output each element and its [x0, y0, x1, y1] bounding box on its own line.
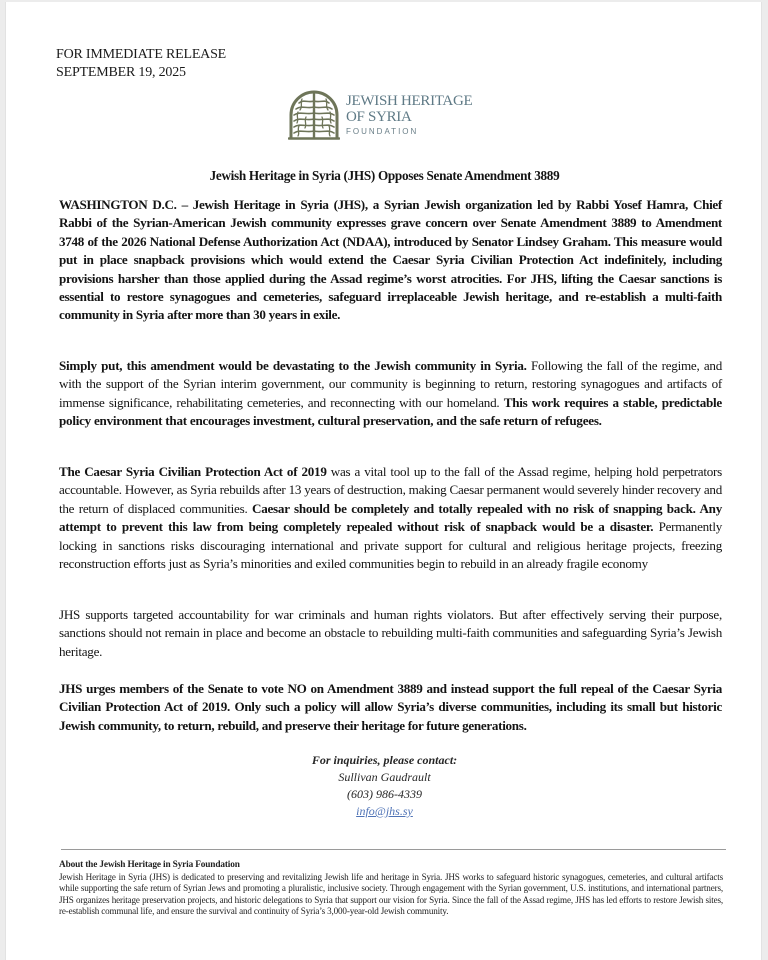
paragraph-call-to-action: JHS urges members of the Senate to vote NO on Amendment 3889 and instead support the full repeal of the Caesar Syria Civilian Protection Act of 2019. Only such a policy will allow Syria’s diverse communities, including its small but historic Jewish community, to return, rebuild, and preserve their heritage for future generations.	[59, 681, 722, 733]
contact-phone: (603) 986-4339	[347, 787, 422, 801]
press-release-title: Jewish Heritage in Syria (JHS) Opposes Senate Amendment 3889	[209, 168, 560, 183]
contact-name: Sullivan Gaudrault	[338, 770, 431, 784]
paragraph-impact-bold-lead: Simply put, this amendment would be devastating to the Jewish community in Syria.	[59, 358, 527, 373]
tree-arch-icon	[288, 89, 340, 141]
paragraph-impact-body: Following the fall of the regime, and with the support of the Syrian interim government, our community is beginning to return, restoring synagogues and artifacts of immense significance, rehabilitating cemeteries, and reconnecting with our homeland.	[59, 358, 722, 410]
paragraph-caesar-body: was a vital tool up to the fall of the Assad regime, helping hold perpetrators accountable. However, as Syria rebuilds after 13 years of destruction, making Caesar permanent would severely hinder recovery and the return of displaced communities.	[59, 464, 722, 516]
foundation-logo	[288, 86, 508, 144]
release-header	[56, 46, 226, 82]
paragraph-impact-bold-close: This work requires a stable, predictable policy environment that encourages investment, cultural preservation, and the safe return of refugees.	[59, 394, 722, 429]
paragraph-impact	[59, 357, 722, 431]
paragraph-caesar-act	[59, 463, 722, 573]
about-section	[59, 860, 723, 918]
paragraph-caesar-bold-lead: The Caesar Syria Civilian Protection Act of 2019	[59, 464, 327, 479]
contact-label: For inquiries, please contact:	[311, 753, 458, 767]
logo-line-2: OF SYRIA	[346, 109, 412, 125]
paragraph-intro: WASHINGTON D.C. – Jewish Heritage in Syria (JHS), a Syrian Jewish organization led by Rabbi Yosef Hamra, Chief Rabbi of the Syrian-American Jewish community expresses grave concern over Senate Amendment 3889 to Amendment 3748 of the 2026 National Defense Authorization Act (NDAA), introduced by Senator Lindsey Graham. This measure would put in place snapback provisions which would extend the Caesar Syria Civilian Protection Act indefinitely, including provisions harsher than those applied during the Assad regime’s worst atrocities. For JHS, lifting the Caesar sanctions is essential to restore synagogues and cemeteries, safeguard irreplaceable Jewish heritage, and re-establish a multi-faith community in Syria after more than 30 years in exile.	[59, 197, 722, 323]
section-divider	[61, 849, 726, 850]
about-title: About the Jewish Heritage in Syria Foundation	[59, 860, 240, 870]
logo-line-1: JEWISH HERITAGE	[346, 93, 473, 109]
press-release-page	[5, 2, 762, 960]
release-date: SEPTEMBER 19, 2025	[56, 65, 186, 80]
contact-email-link[interactable]: info@jhs.sy	[356, 804, 413, 818]
logo-line-3: FOUNDATION	[346, 127, 419, 136]
about-text: Jewish Heritage in Syria (JHS) is dedicated to preserving and revitalizing Jewish life and heritage in Syria. JHS works to safeguard historic synagogues, cemeteries, and cultural artifacts while supporting the safe return of Syrian Jews and promoting a pluralistic, inclusive society. Through engagement with the Syrian government, U.S. institutions, and international partners, JHS organizes heritage preservation projects, and historic delegations to Syria that support our vision for Syria. Since the fall of the Assad regime, JHS has led efforts to restore Jewish sites, re-establish communal life, and ensure the survival and continuity of Syria’s 3,000-year-old Jewish community.	[59, 871, 723, 917]
release-status: FOR IMMEDIATE RELEASE	[56, 47, 227, 62]
contact-block	[6, 752, 763, 820]
logo-wordmark	[346, 94, 472, 136]
paragraph-accountability: JHS supports targeted accountability for war criminals and human rights violators. But after effectively serving their purpose, sanctions should not remain in place and become an obstacle to rebuilding multi-faith communities and safeguarding Syria’s Jewish heritage.	[59, 607, 722, 659]
paragraph-caesar-body-close: Permanently locking in sanctions risks discouraging international and private support for cultural and religious heritage projects, freezing reconstruction efforts just as Syria’s minorities and exiled communities begin to rebuild in an already fragile economy	[59, 519, 722, 572]
paragraph-caesar-bold-middle: Caesar should be completely and totally repealed with no risk of snapping back. Any attempt to prevent this law from being completely repealed without risk of snapback would be a disaster.	[59, 500, 722, 535]
